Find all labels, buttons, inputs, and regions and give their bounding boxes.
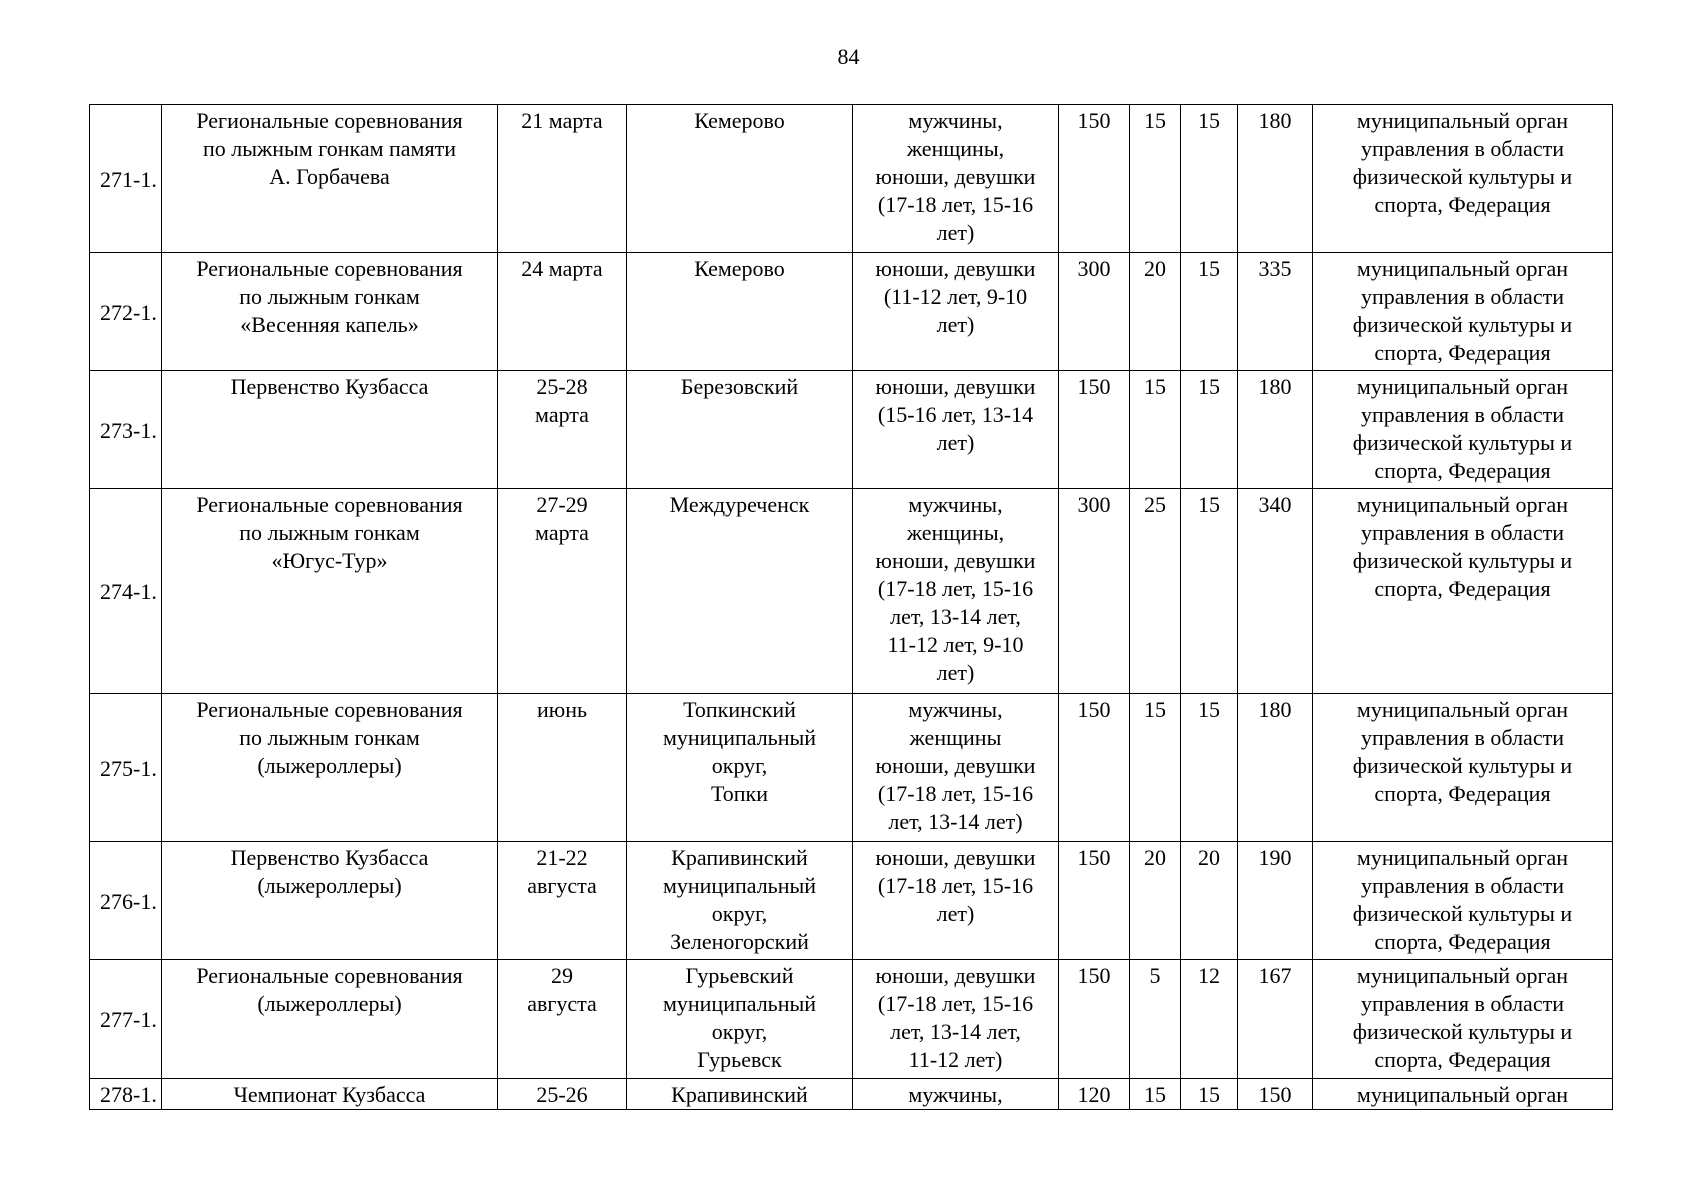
event-place: Междуреченск: [627, 489, 853, 694]
event-participants: мужчины, женщины юноши, девушки (17-18 лет, 15-16 лет, 13-14 лет): [853, 694, 1059, 842]
athletes-count: 150: [1059, 960, 1130, 1079]
coaches-count: 20: [1130, 842, 1181, 960]
event-number: 271-1.: [90, 105, 162, 253]
event-participants: мужчины, женщины, юноши, девушки (17-18 лет, 15-16 лет, 13-14 лет, 11-12 лет, 9-10 лет): [853, 489, 1059, 694]
event-date: июнь: [498, 694, 627, 842]
athletes-count: 300: [1059, 489, 1130, 694]
judges-count: 15: [1181, 253, 1238, 371]
event-place: Гурьевский муниципальный округ, Гурьевск: [627, 960, 853, 1079]
event-organizer: муниципальный орган управления в области физической культуры и спорта, Федерация: [1313, 105, 1613, 253]
judges-count: 12: [1181, 960, 1238, 1079]
event-number: 276-1.: [90, 842, 162, 960]
page-number: 84: [837, 44, 860, 69]
judges-count: 15: [1181, 105, 1238, 253]
event-place: Кемерово: [627, 105, 853, 253]
event-participants: мужчины, женщины, юноши, девушки (17-18 лет, 15-16 лет): [853, 105, 1059, 253]
table-row: [90, 694, 1613, 842]
coaches-count: 15: [1130, 371, 1181, 489]
event-number: 278-1.: [90, 1079, 162, 1110]
table-row: [90, 489, 1613, 694]
athletes-count: 300: [1059, 253, 1130, 371]
event-organizer: муниципальный орган управления в области физической культуры и спорта, Федерация: [1313, 842, 1613, 960]
event-participants: мужчины,: [853, 1079, 1059, 1110]
event-date: 25-26: [498, 1079, 627, 1110]
event-name: Региональные соревнования по лыжным гонкам «Весенняя капель»: [162, 253, 498, 371]
event-participants: юноши, девушки (11-12 лет, 9-10 лет): [853, 253, 1059, 371]
event-number: 274-1.: [90, 489, 162, 694]
event-organizer: муниципальный орган управления в области физической культуры и спорта, Федерация: [1313, 253, 1613, 371]
event-place: Кемерово: [627, 253, 853, 371]
event-organizer: муниципальный орган управления в области физической культуры и спорта, Федерация: [1313, 694, 1613, 842]
event-name: Первенство Кузбасса (лыжероллеры): [162, 842, 498, 960]
event-name: Региональные соревнования по лыжным гонкам (лыжероллеры): [162, 694, 498, 842]
event-number: 273-1.: [90, 371, 162, 489]
event-organizer: муниципальный орган управления в области физической культуры и спорта, Федерация: [1313, 489, 1613, 694]
total-count: 167: [1238, 960, 1313, 1079]
event-date: 21 марта: [498, 105, 627, 253]
event-date: 21-22 августа: [498, 842, 627, 960]
table-row: [90, 371, 1613, 489]
total-count: 335: [1238, 253, 1313, 371]
table-row: [90, 253, 1613, 371]
table-row: [90, 105, 1613, 253]
event-name: Чемпионат Кузбасса: [162, 1079, 498, 1110]
total-count: 150: [1238, 1079, 1313, 1110]
event-organizer: муниципальный орган управления в области физической культуры и спорта, Федерация: [1313, 371, 1613, 489]
athletes-count: 150: [1059, 371, 1130, 489]
event-organizer: муниципальный орган: [1313, 1079, 1613, 1110]
total-count: 190: [1238, 842, 1313, 960]
event-number: 272-1.: [90, 253, 162, 371]
coaches-count: 15: [1130, 694, 1181, 842]
judges-count: 15: [1181, 371, 1238, 489]
athletes-count: 120: [1059, 1079, 1130, 1110]
event-participants: юноши, девушки (15-16 лет, 13-14 лет): [853, 371, 1059, 489]
coaches-count: 15: [1130, 1079, 1181, 1110]
event-place: Крапивинский муниципальный округ, Зеленогорский: [627, 842, 853, 960]
judges-count: 15: [1181, 694, 1238, 842]
coaches-count: 20: [1130, 253, 1181, 371]
event-organizer: муниципальный орган управления в области физической культуры и спорта, Федерация: [1313, 960, 1613, 1079]
event-place: Березовский: [627, 371, 853, 489]
athletes-count: 150: [1059, 842, 1130, 960]
athletes-count: 150: [1059, 105, 1130, 253]
event-place: Топкинский муниципальный округ, Топки: [627, 694, 853, 842]
total-count: 340: [1238, 489, 1313, 694]
event-number: 275-1.: [90, 694, 162, 842]
judges-count: 20: [1181, 842, 1238, 960]
judges-count: 15: [1181, 489, 1238, 694]
athletes-count: 150: [1059, 694, 1130, 842]
event-participants: юноши, девушки (17-18 лет, 15-16 лет): [853, 842, 1059, 960]
event-date: 24 марта: [498, 253, 627, 371]
table-row: [90, 842, 1613, 960]
event-participants: юноши, девушки (17-18 лет, 15-16 лет, 13-14 лет, 11-12 лет): [853, 960, 1059, 1079]
event-date: 27-29 марта: [498, 489, 627, 694]
event-date: 29 августа: [498, 960, 627, 1079]
event-name: Региональные соревнования по лыжным гонкам памяти А. Горбачева: [162, 105, 498, 253]
coaches-count: 5: [1130, 960, 1181, 1079]
coaches-count: 25: [1130, 489, 1181, 694]
total-count: 180: [1238, 371, 1313, 489]
event-name: Региональные соревнования (лыжероллеры): [162, 960, 498, 1079]
total-count: 180: [1238, 694, 1313, 842]
event-date: 25-28 марта: [498, 371, 627, 489]
competition-schedule-table: [89, 104, 1613, 1110]
table-row: [90, 1079, 1613, 1110]
total-count: 180: [1238, 105, 1313, 253]
coaches-count: 15: [1130, 105, 1181, 253]
judges-count: 15: [1181, 1079, 1238, 1110]
event-name: Региональные соревнования по лыжным гонкам «Югус-Тур»: [162, 489, 498, 694]
table-row: [90, 960, 1613, 1079]
event-place: Крапивинский: [627, 1079, 853, 1110]
event-number: 277-1.: [90, 960, 162, 1079]
event-name: Первенство Кузбасса: [162, 371, 498, 489]
